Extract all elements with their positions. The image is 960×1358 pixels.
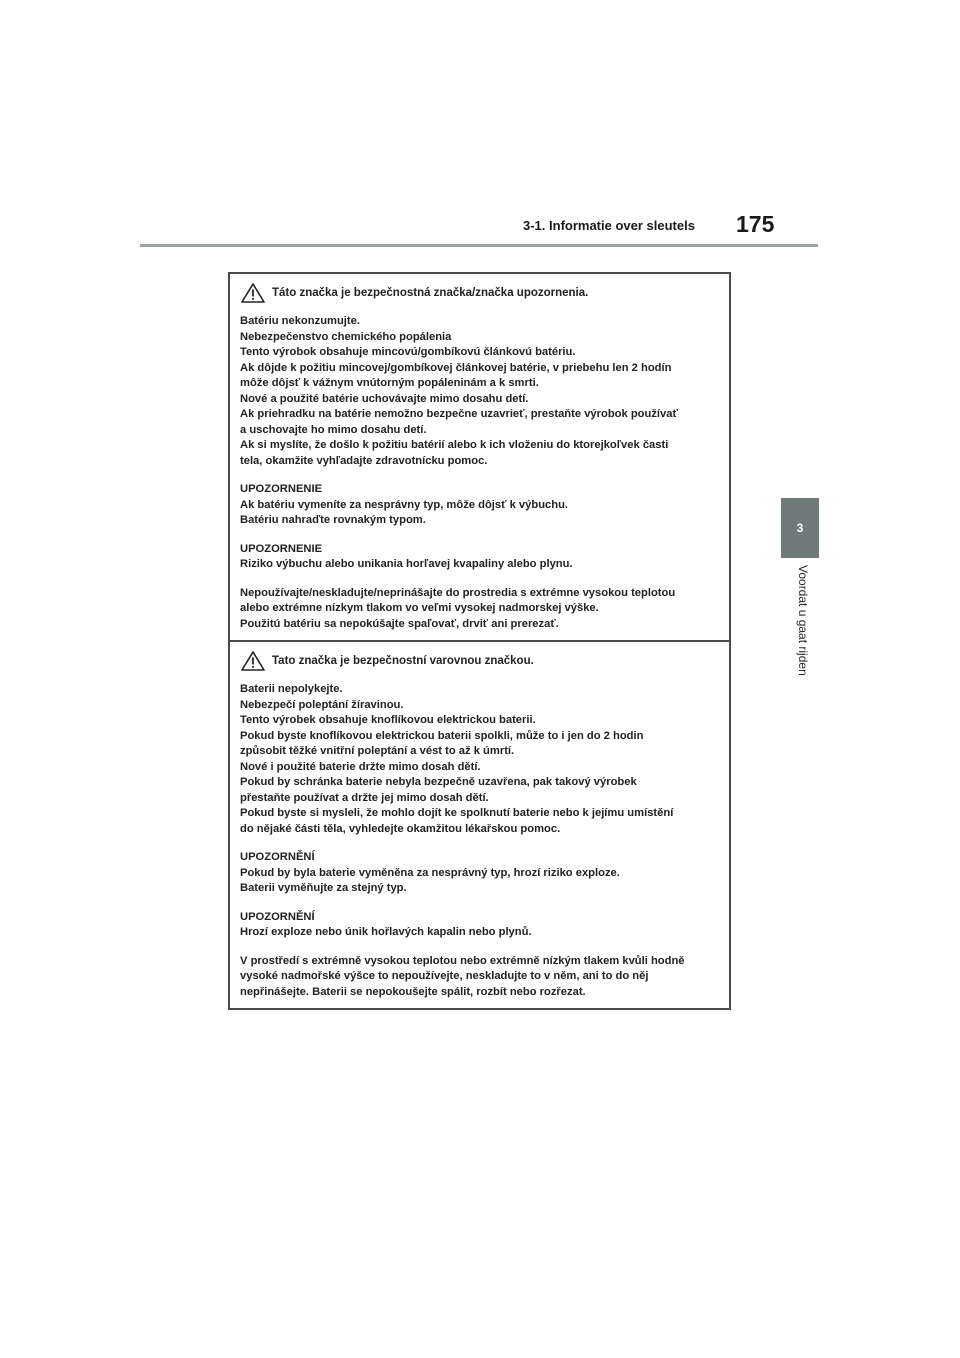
warning-text-line: Riziko výbuchu alebo unikania horľavej kvapaliny alebo plynu. — [240, 558, 573, 570]
warning-text-line: Ak priehradku na batérie nemožno bezpečne uzavrieť, prestaňte výrobok používať — [240, 408, 678, 420]
warning-text-line: Pokud by schránka baterie nebyla bezpečně uzavřena, pak takový výrobek — [240, 776, 637, 788]
warning-text-line: tela, okamžite vyhľadajte zdravotnícku pomoc. — [240, 454, 488, 467]
warning-paragraphs — [240, 682, 721, 1000]
warning-block-header — [240, 648, 721, 674]
warning-text-line: Nebezpečenstvo chemického popálenia — [240, 330, 452, 343]
warning-paragraph — [240, 682, 721, 837]
chapter-label: Voordat u gaat rijden — [796, 565, 810, 676]
warning-text-line: Pokud byste knoflíkovou elektrickou baterii spolkli, může to i jen do 2 hodin — [240, 729, 644, 742]
warning-text-line: môže dôjsť k vážnym vnútorným popáleninám a k smrti. — [240, 377, 539, 389]
warning-paragraph — [240, 482, 721, 529]
warning-text-line: UPOZORNĚNÍ — [240, 910, 315, 923]
warning-block-sk — [230, 274, 729, 640]
warning-text-line: Batériu nekonzumujte. — [240, 315, 360, 327]
warning-text-line: Nové a použité batérie uchovávajte mimo dosahu detí. — [240, 392, 529, 405]
warning-text-line: způsobit těžké vnitřní poleptání a vést to až k úmrtí. — [240, 745, 515, 757]
warning-text-line: Ak dôjde k požitiu mincovej/gombíkovej článkovej batérie, v priebehu len 2 hodín — [240, 361, 672, 374]
warning-triangle-icon — [240, 650, 266, 672]
warning-text-line: Nové i použité baterie držte mimo dosah dětí. — [240, 760, 481, 773]
warning-text-line: Tento výrobek obsahuje knoflíkovou elektrickou baterii. — [240, 714, 536, 726]
warning-text-line: alebo extrémne nízkym tlakom vo veľmi vysokej nadmorskej výške. — [240, 602, 599, 614]
page-header — [0, 0, 960, 250]
warning-paragraph — [240, 314, 721, 469]
warning-block-header — [240, 280, 721, 306]
warning-text-line: vysoké nadmořské výšce to nepoužívejte, neskladujte to v něm, ani to do něj — [240, 970, 649, 982]
warning-text-line: Pokud by byla baterie vyměněna za nesprávný typ, hrozí riziko exploze. — [240, 866, 620, 879]
warning-paragraphs — [240, 314, 721, 632]
warning-paragraph — [240, 542, 721, 573]
warning-text-line: V prostředí s extrémně vysokou teplotou nebo extrémně nízkým tlakem kvůli hodně — [240, 954, 685, 967]
warning-text-line: Ak si myslíte, že došlo k požitiu batérií alebo k ich vloženiu do ktorejkoľvek časti — [240, 439, 669, 451]
warning-text-line: přestaňte používat a držte jej mimo dosah dětí. — [240, 791, 489, 804]
warning-paragraph — [240, 850, 721, 897]
warning-block-cs — [230, 640, 729, 1008]
warning-paragraph — [240, 586, 721, 633]
chapter-number: 3 — [796, 521, 804, 535]
warning-text-line: UPOZORNĚNÍ — [240, 851, 315, 863]
warning-text-line: Ak batériu vymeníte za nesprávny typ, môže dôjsť k výbuchu. — [240, 498, 569, 511]
warning-text-line: UPOZORNENIE — [240, 483, 323, 495]
warning-text-line: Baterii vyměňujte za stejný typ. — [240, 882, 407, 894]
warning-text-line: Nebezpečí poleptání žíravinou. — [240, 698, 404, 711]
warning-block-title: Táto značka je bezpečnostná značka/značka upozornenia. — [272, 287, 589, 299]
warning-paragraph — [240, 910, 721, 941]
warning-text-line: Pokud byste si mysleli, že mohlo dojít ke spolknutí baterie nebo k jejímu umístění — [240, 807, 674, 819]
warning-text-line: Nepoužívajte/neskladujte/neprinášajte do prostredia s extrémne vysokou teplotou — [240, 586, 676, 599]
section-title: 3-1. Informatie over sleutels — [523, 218, 695, 233]
warning-text-line: Baterii nepolykejte. — [240, 683, 343, 695]
warning-text-line: Batériu nahraďte rovnakým typom. — [240, 514, 426, 526]
warning-text-line: Hrozí exploze nebo únik hořlavých kapalin nebo plynů. — [240, 926, 532, 938]
warning-block-title: Tato značka je bezpečnostní varovnou značkou. — [272, 655, 534, 667]
warning-text-line: do nějaké části těla, vyhledejte okamžitou lékařskou pomoc. — [240, 822, 561, 835]
warning-text-line: UPOZORNENIE — [240, 542, 323, 555]
chapter-tab — [781, 498, 819, 558]
warning-triangle-icon — [240, 282, 266, 304]
warning-text-line: nepřinášejte. Baterii se nepokoušejte spálit, rozbít nebo rozřezat. — [240, 985, 586, 998]
warning-text-line: a uschovajte ho mimo dosahu detí. — [240, 423, 427, 436]
warning-text-line: Použitú batériu sa nepokúšajte spaľovať, drviť ani prerezať. — [240, 617, 559, 630]
battery-warning-box — [228, 272, 731, 1010]
header-rule — [140, 244, 818, 247]
page-number: 175 — [736, 211, 775, 237]
warning-text-line: Tento výrobok obsahuje mincovú/gombíkovú článkovú batériu. — [240, 346, 576, 358]
warning-paragraph — [240, 954, 721, 1001]
